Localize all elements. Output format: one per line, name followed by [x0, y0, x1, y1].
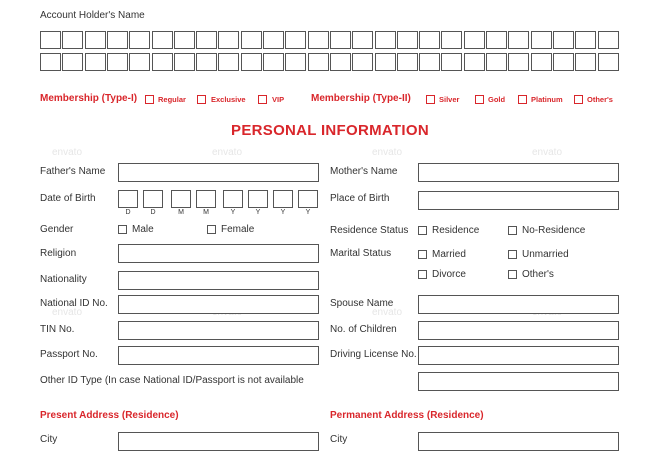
- account-holder-cell[interactable]: [419, 53, 440, 71]
- membership-type1-label: Membership (Type-I): [40, 93, 138, 104]
- account-holder-cell[interactable]: [285, 53, 306, 71]
- dob-digit-box[interactable]: [171, 190, 191, 208]
- account-holder-cell[interactable]: [263, 53, 284, 71]
- permanent-address-heading: Permanent Address (Residence): [330, 410, 484, 421]
- account-holder-cell[interactable]: [352, 31, 373, 49]
- nationality-label: Nationality: [40, 274, 87, 285]
- account-holder-cell[interactable]: [598, 31, 619, 49]
- account-holder-cell[interactable]: [241, 31, 262, 49]
- account-holder-cell[interactable]: [575, 53, 596, 71]
- others-membership-checkbox[interactable]: [574, 95, 583, 104]
- dob-digit-box[interactable]: [143, 190, 163, 208]
- religion-label: Religion: [40, 248, 77, 259]
- silver-checkbox[interactable]: [426, 95, 435, 104]
- account-holder-cell[interactable]: [330, 31, 351, 49]
- account-holder-cell[interactable]: [486, 31, 507, 49]
- dob-caption: Y: [230, 209, 236, 216]
- exclusive-label: Exclusive: [211, 95, 246, 104]
- married-label: Married: [432, 249, 466, 260]
- fathers-name-label: Father's Name: [40, 166, 106, 177]
- account-holder-cell[interactable]: [419, 31, 440, 49]
- dob-caption: M: [178, 209, 184, 216]
- married-checkbox[interactable]: [418, 250, 427, 259]
- watermark: envato: [372, 147, 403, 158]
- account-holder-cell[interactable]: [397, 31, 418, 49]
- tin-field[interactable]: [118, 321, 319, 340]
- vip-label: VIP: [272, 95, 285, 104]
- present-city-label: City: [40, 434, 58, 445]
- dob-digit-box[interactable]: [196, 190, 216, 208]
- account-holder-cell[interactable]: [441, 31, 462, 49]
- account-holder-cell[interactable]: [129, 31, 150, 49]
- account-holder-cell[interactable]: [441, 53, 462, 71]
- divorce-checkbox[interactable]: [418, 270, 427, 279]
- place-of-birth-label: Place of Birth: [330, 193, 390, 204]
- account-holder-cell[interactable]: [62, 31, 83, 49]
- marital-status-label: Marital Status: [330, 248, 392, 259]
- place-of-birth-field[interactable]: [418, 191, 619, 210]
- children-field[interactable]: [418, 321, 619, 340]
- tin-label: TIN No.: [40, 324, 75, 335]
- dob-digit-box[interactable]: [248, 190, 268, 208]
- children-label: No. of Children: [330, 324, 397, 335]
- account-holder-cell[interactable]: [308, 53, 329, 71]
- account-holder-cell[interactable]: [152, 53, 173, 71]
- dob-digit-box[interactable]: [118, 190, 138, 208]
- present-address-heading: Present Address (Residence): [40, 410, 179, 421]
- no-residence-label: No-Residence: [522, 225, 586, 236]
- account-holder-cell[interactable]: [152, 31, 173, 49]
- dob-caption: Y: [280, 209, 286, 216]
- vip-checkbox[interactable]: [258, 95, 267, 104]
- present-city-field[interactable]: [118, 432, 319, 451]
- account-holder-cell[interactable]: [285, 31, 306, 49]
- account-holder-cell[interactable]: [553, 31, 574, 49]
- silver-label: Silver: [439, 95, 460, 104]
- account-holder-cell[interactable]: [263, 31, 284, 49]
- account-holder-cell[interactable]: [218, 53, 239, 71]
- membership-type2-label: Membership (Type-II): [311, 93, 411, 104]
- gender-label: Gender: [40, 224, 74, 235]
- dob-digit-box[interactable]: [223, 190, 243, 208]
- fathers-name-field[interactable]: [118, 163, 319, 182]
- other-id-field[interactable]: [418, 372, 619, 391]
- account-holder-cell[interactable]: [174, 53, 195, 71]
- dob-caption: D: [125, 209, 131, 216]
- national-id-label: National ID No.: [40, 298, 108, 309]
- mothers-name-label: Mother's Name: [330, 166, 398, 177]
- account-holder-cell[interactable]: [129, 53, 150, 71]
- account-holder-cell[interactable]: [352, 53, 373, 71]
- passport-label: Passport No.: [40, 349, 98, 360]
- spouse-name-label: Spouse Name: [330, 298, 394, 309]
- driving-license-field[interactable]: [418, 346, 619, 365]
- account-holder-cell[interactable]: [174, 31, 195, 49]
- watermark: envato: [52, 147, 83, 158]
- male-label: Male: [132, 224, 154, 235]
- gold-label: Gold: [488, 95, 506, 104]
- permanent-city-field[interactable]: [418, 432, 619, 451]
- dob-digit-box[interactable]: [298, 190, 318, 208]
- other-id-label: Other ID Type (In case National ID/Passport is not available: [40, 375, 304, 386]
- mothers-name-field[interactable]: [418, 163, 619, 182]
- account-holder-cell[interactable]: [598, 53, 619, 71]
- account-holder-cell[interactable]: [531, 53, 552, 71]
- account-holder-cell[interactable]: [241, 53, 262, 71]
- unmarried-checkbox[interactable]: [508, 250, 517, 259]
- account-holder-cell[interactable]: [575, 31, 596, 49]
- platinum-label: Platinum: [531, 95, 563, 104]
- watermark: envato: [372, 307, 403, 318]
- spouse-name-field[interactable]: [418, 295, 619, 314]
- nationality-field[interactable]: [118, 271, 319, 290]
- account-holder-cell[interactable]: [375, 53, 396, 71]
- female-checkbox[interactable]: [207, 225, 216, 234]
- watermark: envato: [212, 147, 243, 158]
- account-holder-cell[interactable]: [40, 53, 61, 71]
- date-of-birth-label: Date of Birth: [40, 193, 96, 204]
- passport-field[interactable]: [118, 346, 319, 365]
- account-holder-cell[interactable]: [107, 53, 128, 71]
- account-holder-cell[interactable]: [464, 53, 485, 71]
- divorce-label: Divorce: [432, 269, 466, 280]
- unmarried-label: Unmarried: [522, 249, 569, 260]
- male-checkbox[interactable]: [118, 225, 127, 234]
- account-holder-cell[interactable]: [375, 31, 396, 49]
- account-holder-cell[interactable]: [531, 31, 552, 49]
- account-holder-cell[interactable]: [85, 31, 106, 49]
- others-membership-label: Other's: [587, 95, 613, 104]
- account-holder-cell[interactable]: [196, 53, 217, 71]
- account-holder-cell[interactable]: [508, 31, 529, 49]
- account-holder-cell[interactable]: [330, 53, 351, 71]
- account-holder-cell[interactable]: [40, 31, 61, 49]
- account-holder-cell[interactable]: [218, 31, 239, 49]
- exclusive-checkbox[interactable]: [197, 95, 206, 104]
- dob-caption: M: [203, 209, 209, 216]
- cutoff-text: [40, 0, 420, 2]
- religion-field[interactable]: [118, 244, 319, 263]
- dob-caption: D: [150, 209, 156, 216]
- watermark: envato: [52, 307, 83, 318]
- driving-license-label: Driving License No.: [330, 349, 417, 360]
- section-title: PERSONAL INFORMATION: [231, 122, 429, 139]
- residence-label: Residence: [432, 225, 480, 236]
- no-residence-checkbox[interactable]: [508, 226, 517, 235]
- dob-caption: Y: [255, 209, 261, 216]
- account-holder-cell[interactable]: [508, 53, 529, 71]
- account-holder-cell[interactable]: [486, 53, 507, 71]
- dob-caption: Y: [305, 209, 311, 216]
- gold-checkbox[interactable]: [475, 95, 484, 104]
- residence-checkbox[interactable]: [418, 226, 427, 235]
- regular-checkbox[interactable]: [145, 95, 154, 104]
- national-id-field[interactable]: [118, 295, 319, 314]
- account-holder-cell[interactable]: [107, 31, 128, 49]
- regular-label: Regular: [158, 95, 186, 104]
- others-marital-label: Other's: [522, 269, 554, 280]
- account-holder-label: Account Holder's Name: [40, 10, 145, 21]
- account-holder-cell[interactable]: [464, 31, 485, 49]
- platinum-checkbox[interactable]: [518, 95, 527, 104]
- account-holder-cell[interactable]: [308, 31, 329, 49]
- account-holder-cell[interactable]: [196, 31, 217, 49]
- account-holder-cell[interactable]: [62, 53, 83, 71]
- account-holder-cell[interactable]: [85, 53, 106, 71]
- female-label: Female: [221, 224, 255, 235]
- permanent-city-label: City: [330, 434, 348, 445]
- residence-status-label: Residence Status: [330, 225, 409, 236]
- others-marital-checkbox[interactable]: [508, 270, 517, 279]
- dob-digit-box[interactable]: [273, 190, 293, 208]
- account-holder-cell[interactable]: [397, 53, 418, 71]
- watermark: envato: [532, 147, 563, 158]
- account-holder-cell[interactable]: [553, 53, 574, 71]
